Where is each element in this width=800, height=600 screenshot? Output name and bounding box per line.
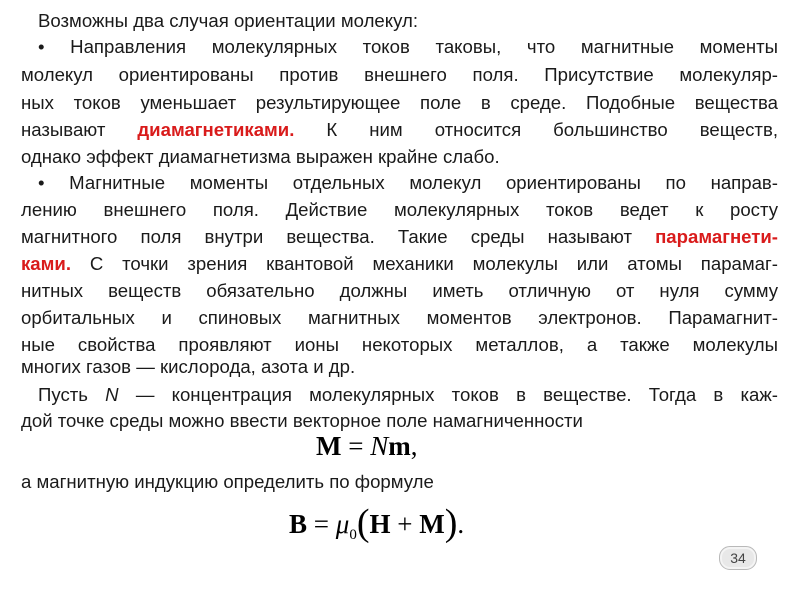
formula2-close: ) (444, 502, 458, 544)
case2-line3 (21, 225, 778, 249)
case2-line7: ные свойства проявляют ионы некоторых металлов, а также молекулы (21, 334, 778, 355)
para3-line2: дой точке среды можно ввести векторное поле намагниченности (21, 410, 583, 431)
case2-line6: орбитальных и спиновых магнитных моментов электронов. Парамагнит- (21, 307, 778, 328)
case2-line5: нитных веществ обязательно должны иметь отличную от нуля сумму (21, 280, 778, 301)
formula2-eq: = (307, 509, 336, 539)
formula2-m: M (419, 509, 445, 539)
formula1-punct: , (410, 431, 418, 461)
case2-line1: • Магнитные моменты отдельных молекул ориентированы по направ- (38, 172, 778, 193)
formula2-mu: μ (335, 509, 350, 539)
case2-line4 (21, 252, 778, 276)
case1-line5: однако эффект диамагнетизма выражен крайне слабо. (21, 146, 500, 167)
formula1-var: N (370, 431, 389, 461)
case2-line4-post: С точки зрения квантовой механики молекулы или атомы парамаг- (71, 253, 778, 274)
formula2-open: ( (356, 502, 370, 544)
formula2-sub: 0 (349, 527, 357, 543)
case1-line4-pre: называют (21, 119, 138, 140)
para4-text: а магнитную индукцию определить по формуле (21, 471, 434, 492)
formula-induction (289, 502, 465, 545)
term-diamagnetics: диамагнетиками. (137, 119, 295, 140)
para3-line1-post: — концентрация молекулярных токов в веществе. Тогда в каж- (118, 384, 779, 405)
case2-line2: лению внешнего поля. Действие молекулярных токов ведет к росту (21, 199, 778, 220)
case1-line2: молекул ориентированы против внешнего поля. Присутствие молекуляр- (21, 64, 778, 85)
formula-magnetization (316, 430, 417, 462)
case2-line3-pre: магнитного поля внутри вещества. Такие среды называют (21, 226, 656, 247)
formula1-lhs: M (316, 431, 342, 461)
case1-line1: • Направления молекулярных токов таковы, что магнитные моменты (38, 36, 778, 57)
term-paramagnetics-part2: ками. (21, 253, 71, 274)
formula2-h: H (369, 509, 391, 539)
para3-line1-pre: Пусть (38, 384, 106, 405)
case2-line8: многих газов — кислорода, азота и др. (21, 356, 356, 377)
para3-line1 (38, 383, 778, 407)
intro-text: Возможны два случая ориентации молекул: (38, 10, 419, 31)
formula2-plus: + (390, 509, 420, 539)
case1-line4-post: К ним относится большинство веществ, (294, 119, 778, 140)
case1-line4 (21, 118, 778, 142)
formula1-eq: = (341, 431, 371, 461)
page-number-badge[interactable]: 34 (719, 546, 757, 570)
formula2-lhs: B (289, 509, 308, 539)
case1-line3: ных токов уменьшает результирующее поле в среде. Подобные вещества (21, 92, 778, 113)
formula1-vec: m (388, 431, 411, 461)
var-N: N (105, 384, 119, 405)
term-paramagnetics-part1: парамагнети- (655, 226, 778, 247)
formula2-punct: . (457, 509, 465, 539)
